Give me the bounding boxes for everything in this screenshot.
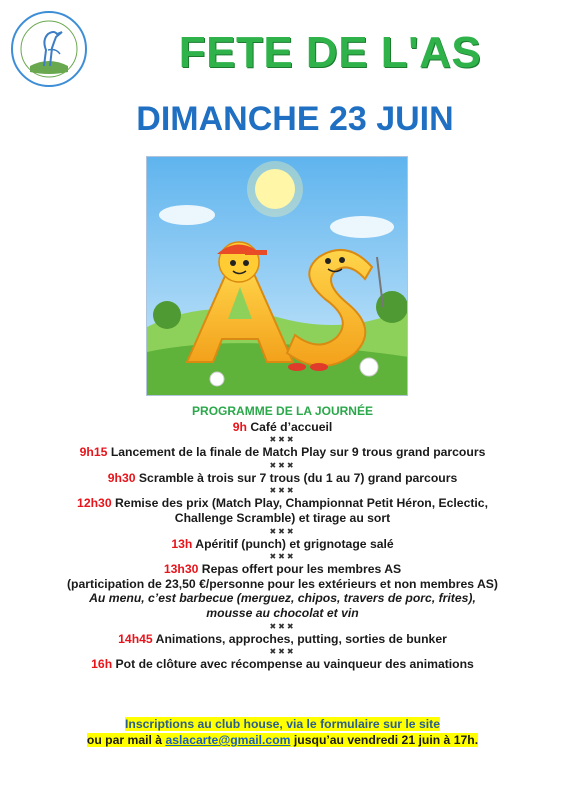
registration-line: Inscriptions au club house, via le formulaire sur le site: [125, 717, 440, 731]
separator: ✖✖✖: [269, 526, 296, 536]
programme-item: 16h Pot de clôture avec récompense au vainqueur des animations: [91, 657, 474, 672]
separator: ✖✖✖: [269, 647, 296, 657]
page-title: FETE DE L'AS: [178, 28, 482, 77]
separator: ✖✖✖: [269, 621, 296, 631]
programme-item: 13h30 Repas offert pour les membres AS: [163, 562, 402, 577]
programme-item: 14h45 Animations, approches, putting, sorties de bunker: [118, 631, 447, 646]
hero-illustration: [146, 156, 408, 396]
separator: ✖✖✖: [269, 460, 296, 470]
programme-item: 9h Café d’accueil: [232, 419, 333, 434]
programme-item: 12h30 Remise des prix (Match Play, Championnat Petit Héron, Eclectic,: [77, 496, 488, 511]
heron-logo-icon: [10, 10, 88, 88]
programme-item: 13h Apéritif (punch) et grignotage salé: [171, 536, 394, 551]
golf-ball-icon: [360, 358, 378, 376]
club-logo: [10, 10, 88, 88]
separator: ✖✖✖: [269, 435, 296, 445]
programme-title: PROGRAMME DE LA JOURNÉE: [192, 404, 373, 418]
email-link[interactable]: aslacarte@gmail.com: [165, 733, 291, 747]
event-date: DIMANCHE 23 JUIN: [136, 100, 454, 138]
menu-text: Au menu, c’est barbecue (merguez, chipos, travers de porc, frites),: [89, 591, 476, 606]
registration-info: Inscriptions au club house, via le formulaire sur le site ou par mail à aslacarte@gmail.com jusqu’au vendredi 21 juin à 17h.: [86, 717, 479, 747]
programme-item: 9h30 Scramble à trois sur 7 trous (du 1 au 7) grand parcours: [107, 470, 458, 485]
programme-item: 9h15 Lancement de la finale de Match Play sur 9 trous grand parcours: [79, 445, 486, 460]
menu-text: mousse au chocolat et vin: [206, 605, 359, 620]
programme-section: PROGRAMME DE LA JOURNÉE 9h Café d’accueil ✖✖✖ 9h15 Lancement de la finale de Match Play sur 9 trous grand parcours ✖✖✖ 9h30 Scramble à trois sur 7 trous (du 1 au 7) grand parcours ✖✖✖ 12h30 Remise des prix (Match Play, Championnat Petit Héron, Eclectic, Challenge Scramble) et tirage au sort ✖✖✖ 13h Apéritif (punch) et grignotage salé ✖✖✖ 13h30 Repas offert pour les membres AS (participation de 23,50 €/personne pour les extérieurs et non membres AS) Au menu, c’est barbecue (merguez, chipos, travers de porc, frites), mousse au chocolat et vin ✖✖✖ 14h45 Animations, approches, putting, sorties de bunker ✖✖✖ 16h Pot de clôture avec récompense au vainqueur des animations: [20, 404, 545, 672]
separator: ✖✖✖: [269, 552, 296, 562]
separator: ✖✖✖: [269, 486, 296, 496]
